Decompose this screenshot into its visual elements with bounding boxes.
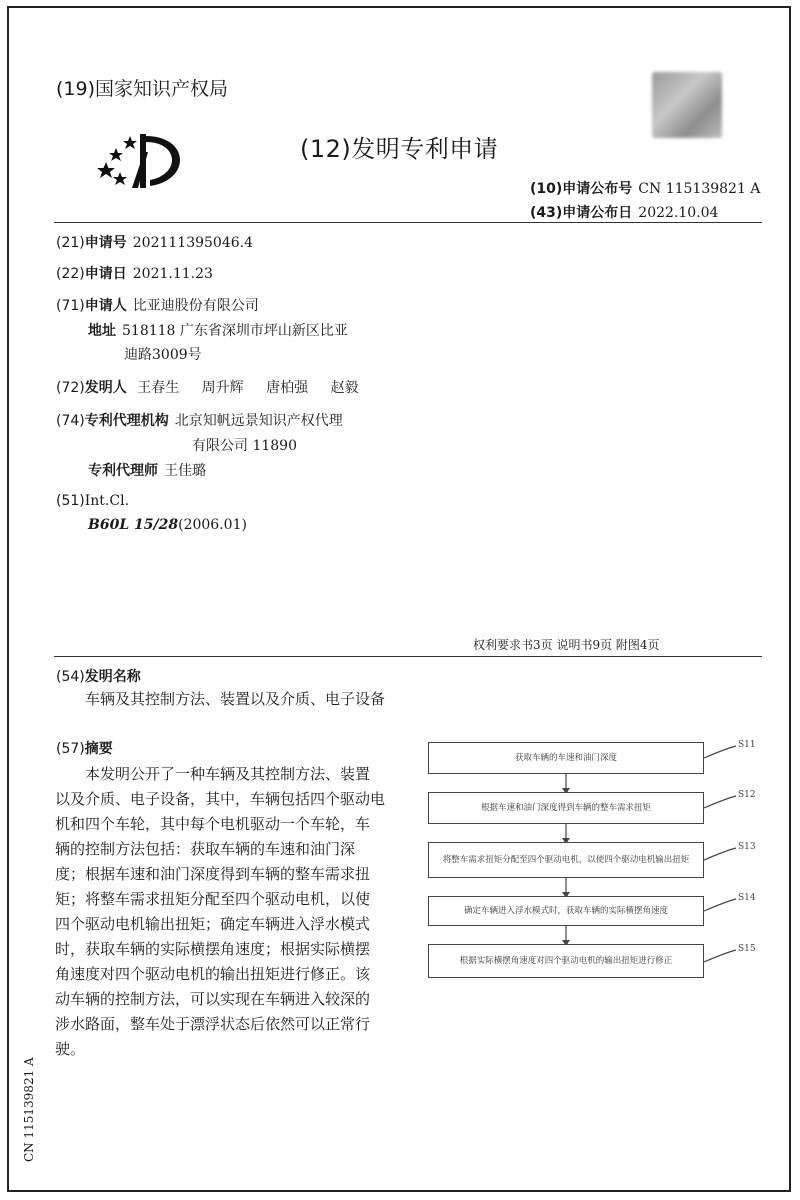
agent-label: 专利代理师 [88,463,158,479]
header-divider [54,222,762,223]
flowchart-step-label: S12 [738,790,756,800]
publication-date-label: (43)申请公布日 [530,205,633,221]
application-date: 2021.11.23 [132,266,213,282]
flowchart-step-label: S13 [738,842,756,852]
publication-number-line [530,178,760,198]
cnipa-logo-icon [96,128,186,192]
title-label: 发明名称 [84,669,141,685]
ipc-class-row [88,517,247,533]
flowchart-step-label: S15 [738,944,756,954]
flowchart-step-label: S14 [738,893,756,903]
address-row [88,320,348,340]
agency-line-2: 有限公司 11890 [192,438,297,454]
agent-row [88,460,206,480]
abstract-line: 角速度对四个驱动电机的输出扭矩进行修正。该 [55,965,371,983]
application-number: 202111395046.4 [132,235,253,251]
application-number-row: (21)申请号 202111395046.4 [56,235,253,251]
abstract-line: 度；根据车速和油门深度得到车辆的整车需求扭 [55,865,371,883]
abstract-line: 辆的控制方法包括：获取车辆的车速和油门深 [55,840,356,858]
abstract-line: 本发明公开了一种车辆及其控制方法、装置 [85,765,371,783]
inventors-label: 发明人 [84,380,127,396]
application-number-label: 申请号 [84,235,127,251]
agency-line-1: 北京知帆远景知识产权代理 [174,413,343,429]
application-date-label: 申请日 [84,266,127,282]
abstract-label: 摘要 [84,741,113,757]
flowchart-step-s13: 将整车需求扭矩分配至四个驱动电机，以使四个驱动电机输出扭矩 [428,842,704,878]
flowchart-step-label: S11 [738,740,756,750]
int-cl-row: (51)Int.Cl. [56,493,130,509]
inventors-row: (72)发明人 王春生 周升辉 唐柏强 赵毅 [56,380,359,396]
inventor-name: 唐柏强 [266,380,309,396]
blurred-barcode [652,72,722,138]
abstract-heading: (57)摘要 [56,741,113,757]
abstract-line: 动车辆的控制方法，可以实现在车辆进入较深的 [55,990,371,1008]
abstract-line: 涉水路面，整车处于漂浮状态后依然可以正常行 [55,1015,371,1033]
abstract-line: 以及介质、电子设备，其中，车辆包括四个驱动电 [55,790,386,808]
abstract-line: 矩；将整车需求扭矩分配至四个驱动电机，以使 [55,890,371,908]
ipc-class: B60L 15/28 [88,517,179,533]
flowchart-step-s15: 根据实际横摆角速度对四个驱动电机的输出扭矩进行修正 [428,944,704,978]
inventor-name: 王春生 [137,380,180,396]
address-line-2-row [124,344,202,364]
agency-label: 专利代理机构 [84,413,169,429]
pages-info: 权利要求书3页 说明书9页 附图4页 [473,638,660,652]
inventor-name: 周升辉 [201,380,244,396]
abstract-line: 四个驱动电机输出扭矩；确定车辆进入浮水模式 [55,915,371,933]
flowchart-step-s14: 确定车辆进入浮水模式时，获取车辆的实际横摆角速度 [428,896,704,926]
agency-line-2-row [192,435,297,455]
abstract-line: 驶。 [55,1040,86,1058]
publication-number-label: (10)申请公布号 [530,181,633,197]
flowchart-step-s11: 获取车辆的车速和油门深度 [428,742,704,774]
pages-divider [54,656,762,657]
invention-title: 车辆及其控制方法、装置以及介质、电子设备 [85,690,386,708]
abstract-line: 时，获取车辆的实际横摆角速度；根据实际横摆 [55,940,371,958]
publication-date: 2022.10.04 [638,205,719,221]
publication-number: CN 115139821 A [638,181,761,197]
agent-name: 王佳璐 [164,463,206,479]
side-publication-number: CN 115139821 A [22,1057,36,1162]
flowchart-step-s12: 根据车速和油门深度得到车辆的整车需求扭矩 [428,792,704,824]
abstract-body [55,762,415,1062]
ipc-version: (2006.01) [178,517,247,533]
title-heading: (54)发明名称 [56,669,141,685]
document-type-title: (12)发明专利申请 [300,135,499,163]
patent-office: (19)国家知识产权局 [56,78,229,100]
applicant-label: 申请人 [84,298,127,314]
address-line-2: 迪路3009号 [124,347,202,363]
agency-row: (74)专利代理机构 北京知帆远景知识产权代理 [56,413,343,429]
int-cl-label: Int.Cl. [84,493,130,509]
application-date-row: (22)申请日 2021.11.23 [56,266,213,282]
applicant-name: 比亚迪股份有限公司 [132,298,259,314]
abstract-line: 机和四个车轮，其中每个电机驱动一个车轮，车 [55,815,371,833]
address-line-1: 518118 广东省深圳市坪山新区比亚 [122,323,348,339]
address-label: 地址 [88,323,116,339]
publication-date-line [530,202,718,222]
inventor-name: 赵毅 [330,380,359,396]
applicant-row: (71)申请人 比亚迪股份有限公司 [56,298,259,314]
